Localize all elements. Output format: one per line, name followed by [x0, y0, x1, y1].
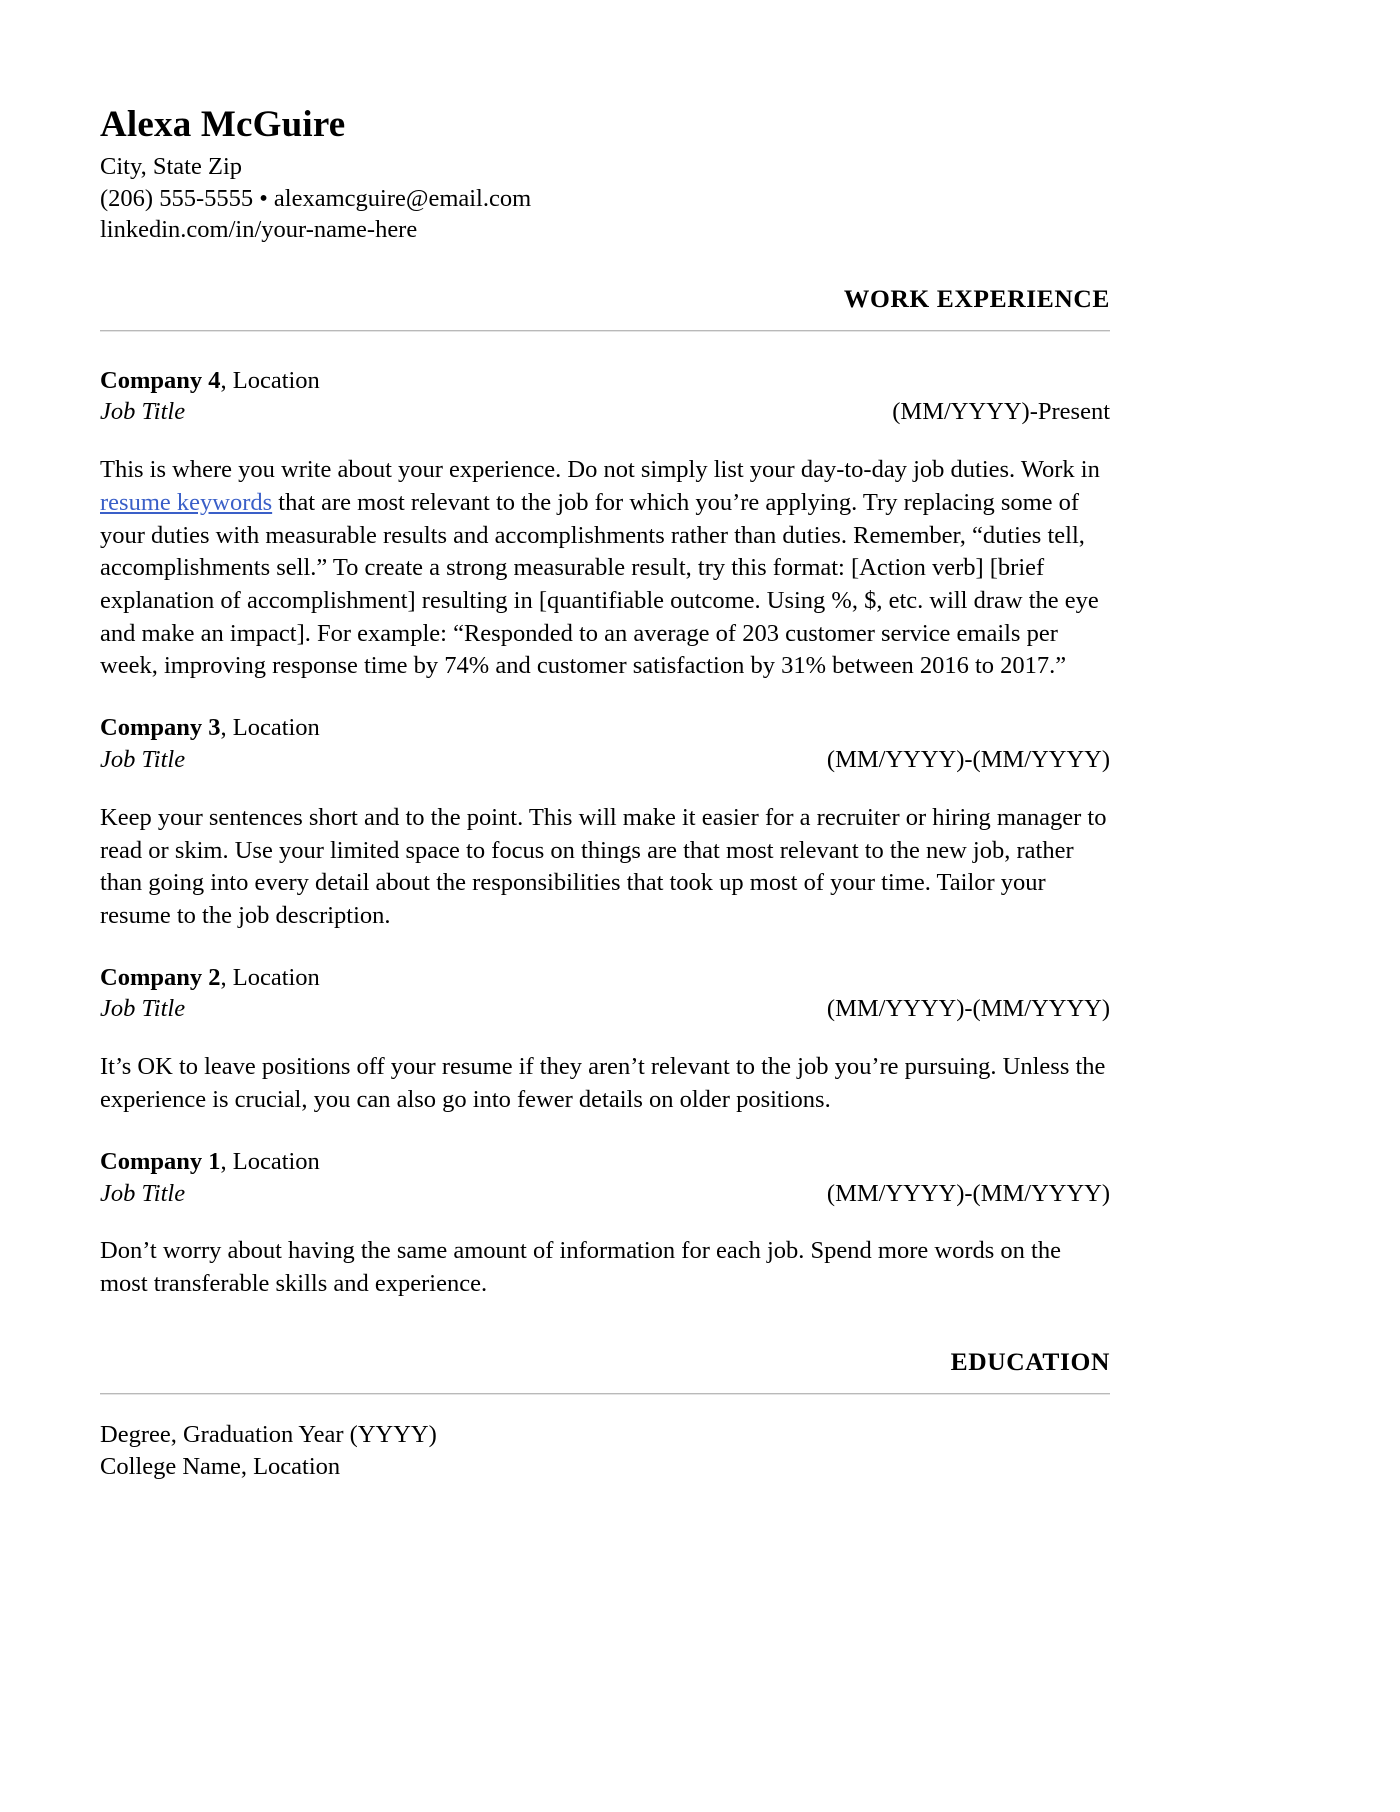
resume-keywords-link[interactable]: resume keywords: [100, 488, 273, 516]
job-company-line: [100, 712, 1110, 744]
job-title: Job Title: [100, 995, 186, 1023]
section-heading-education: EDUCATION: [950, 1346, 1110, 1376]
job-entry: [100, 962, 1110, 1117]
job-title-row: [100, 1178, 1110, 1210]
job-company-name: Company 1: [100, 1147, 221, 1175]
job-description-part-2: that are most relevant to the job for which you’re applying. Try replacing some of your duties with measurable results and accomplishments rather than duties. Remember, “duties tell, accomplishments sell.” To create a strong measurable result, try this format: [Action verb] [brief explanation of accomplishment] resulting in [quantifiable outcome. Using %, $, etc. will draw the eye and make an impact]. For example: “Responded to an average of 203 customer service emails per week, improving response time by 74% and customer satisfaction by 31% between 2016 to 2017.”: [100, 488, 1099, 680]
job-dates: (MM/YYYY)-(MM/YYYY): [826, 745, 1110, 773]
job-dates: (MM/YYYY)-(MM/YYYY): [826, 995, 1110, 1023]
address-line: City, State Zip: [100, 153, 242, 181]
job-company-location: , Location: [220, 714, 320, 742]
job-company-name: Company 4: [100, 366, 221, 394]
job-title: Job Title: [100, 1179, 186, 1207]
job-title: Job Title: [100, 745, 186, 773]
job-company-location: , Location: [220, 963, 320, 991]
job-company-name: Company 2: [100, 963, 221, 991]
section-divider-education: [100, 1393, 1110, 1395]
job-entry: [100, 1146, 1110, 1301]
contact-block: [100, 151, 1110, 245]
job-entry: [100, 712, 1110, 933]
section-heading-work-experience: WORK EXPERIENCE: [843, 283, 1110, 313]
phone-email-line: (206) 555-5555 • alexamcguire@email.com: [100, 184, 532, 212]
job-dates: (MM/YYYY)-Present: [892, 398, 1110, 426]
job-description: [100, 454, 1110, 683]
job-company-line: [100, 1146, 1110, 1178]
job-title-row: [100, 396, 1110, 428]
job-company-line: [100, 962, 1110, 994]
education-section: [100, 1347, 1110, 1483]
job-title: Job Title: [100, 398, 186, 426]
job-title-row: [100, 744, 1110, 776]
work-experience-section: [100, 284, 1110, 332]
education-entry: [100, 1419, 1110, 1483]
job-description: It’s OK to leave positions off your resume if they aren’t relevant to the job you’re pursuing. Unless the experience is crucial, you can also go into fewer details on older positions.: [100, 1053, 1106, 1114]
job-company-line: [100, 365, 1110, 397]
linkedin-line: linkedin.com/in/your-name-here: [100, 216, 418, 244]
job-title-row: [100, 993, 1110, 1025]
job-description: Keep your sentences short and to the point. This will make it easier for a recruiter or hiring manager to read or skim. Use your limited space to focus on things are that most relevant to the new job, rather than going into every detail about the responsibilities that took up most of your time. Tailor your resume to the job description.: [100, 803, 1107, 929]
page-title: Alexa McGuire: [100, 104, 346, 145]
job-description-part-1: This is where you write about your experience. Do not simply list your day-to-day job duties. Work in: [100, 456, 1100, 484]
education-college-line: College Name, Location: [100, 1452, 341, 1480]
job-company-name: Company 3: [100, 714, 221, 742]
education-degree-line: Degree, Graduation Year (YYYY): [100, 1420, 437, 1448]
job-company-location: , Location: [220, 366, 320, 394]
resume-content: [100, 0, 1110, 1483]
job-company-location: , Location: [220, 1147, 320, 1175]
resume-header: [100, 0, 1110, 246]
section-divider-work-experience: [100, 330, 1110, 332]
job-dates: (MM/YYYY)-(MM/YYYY): [826, 1179, 1110, 1207]
job-entry: [100, 365, 1110, 684]
job-description: Don’t worry about having the same amount of information for each job. Spend more words on the most transferable skills and experience.: [100, 1237, 1061, 1298]
